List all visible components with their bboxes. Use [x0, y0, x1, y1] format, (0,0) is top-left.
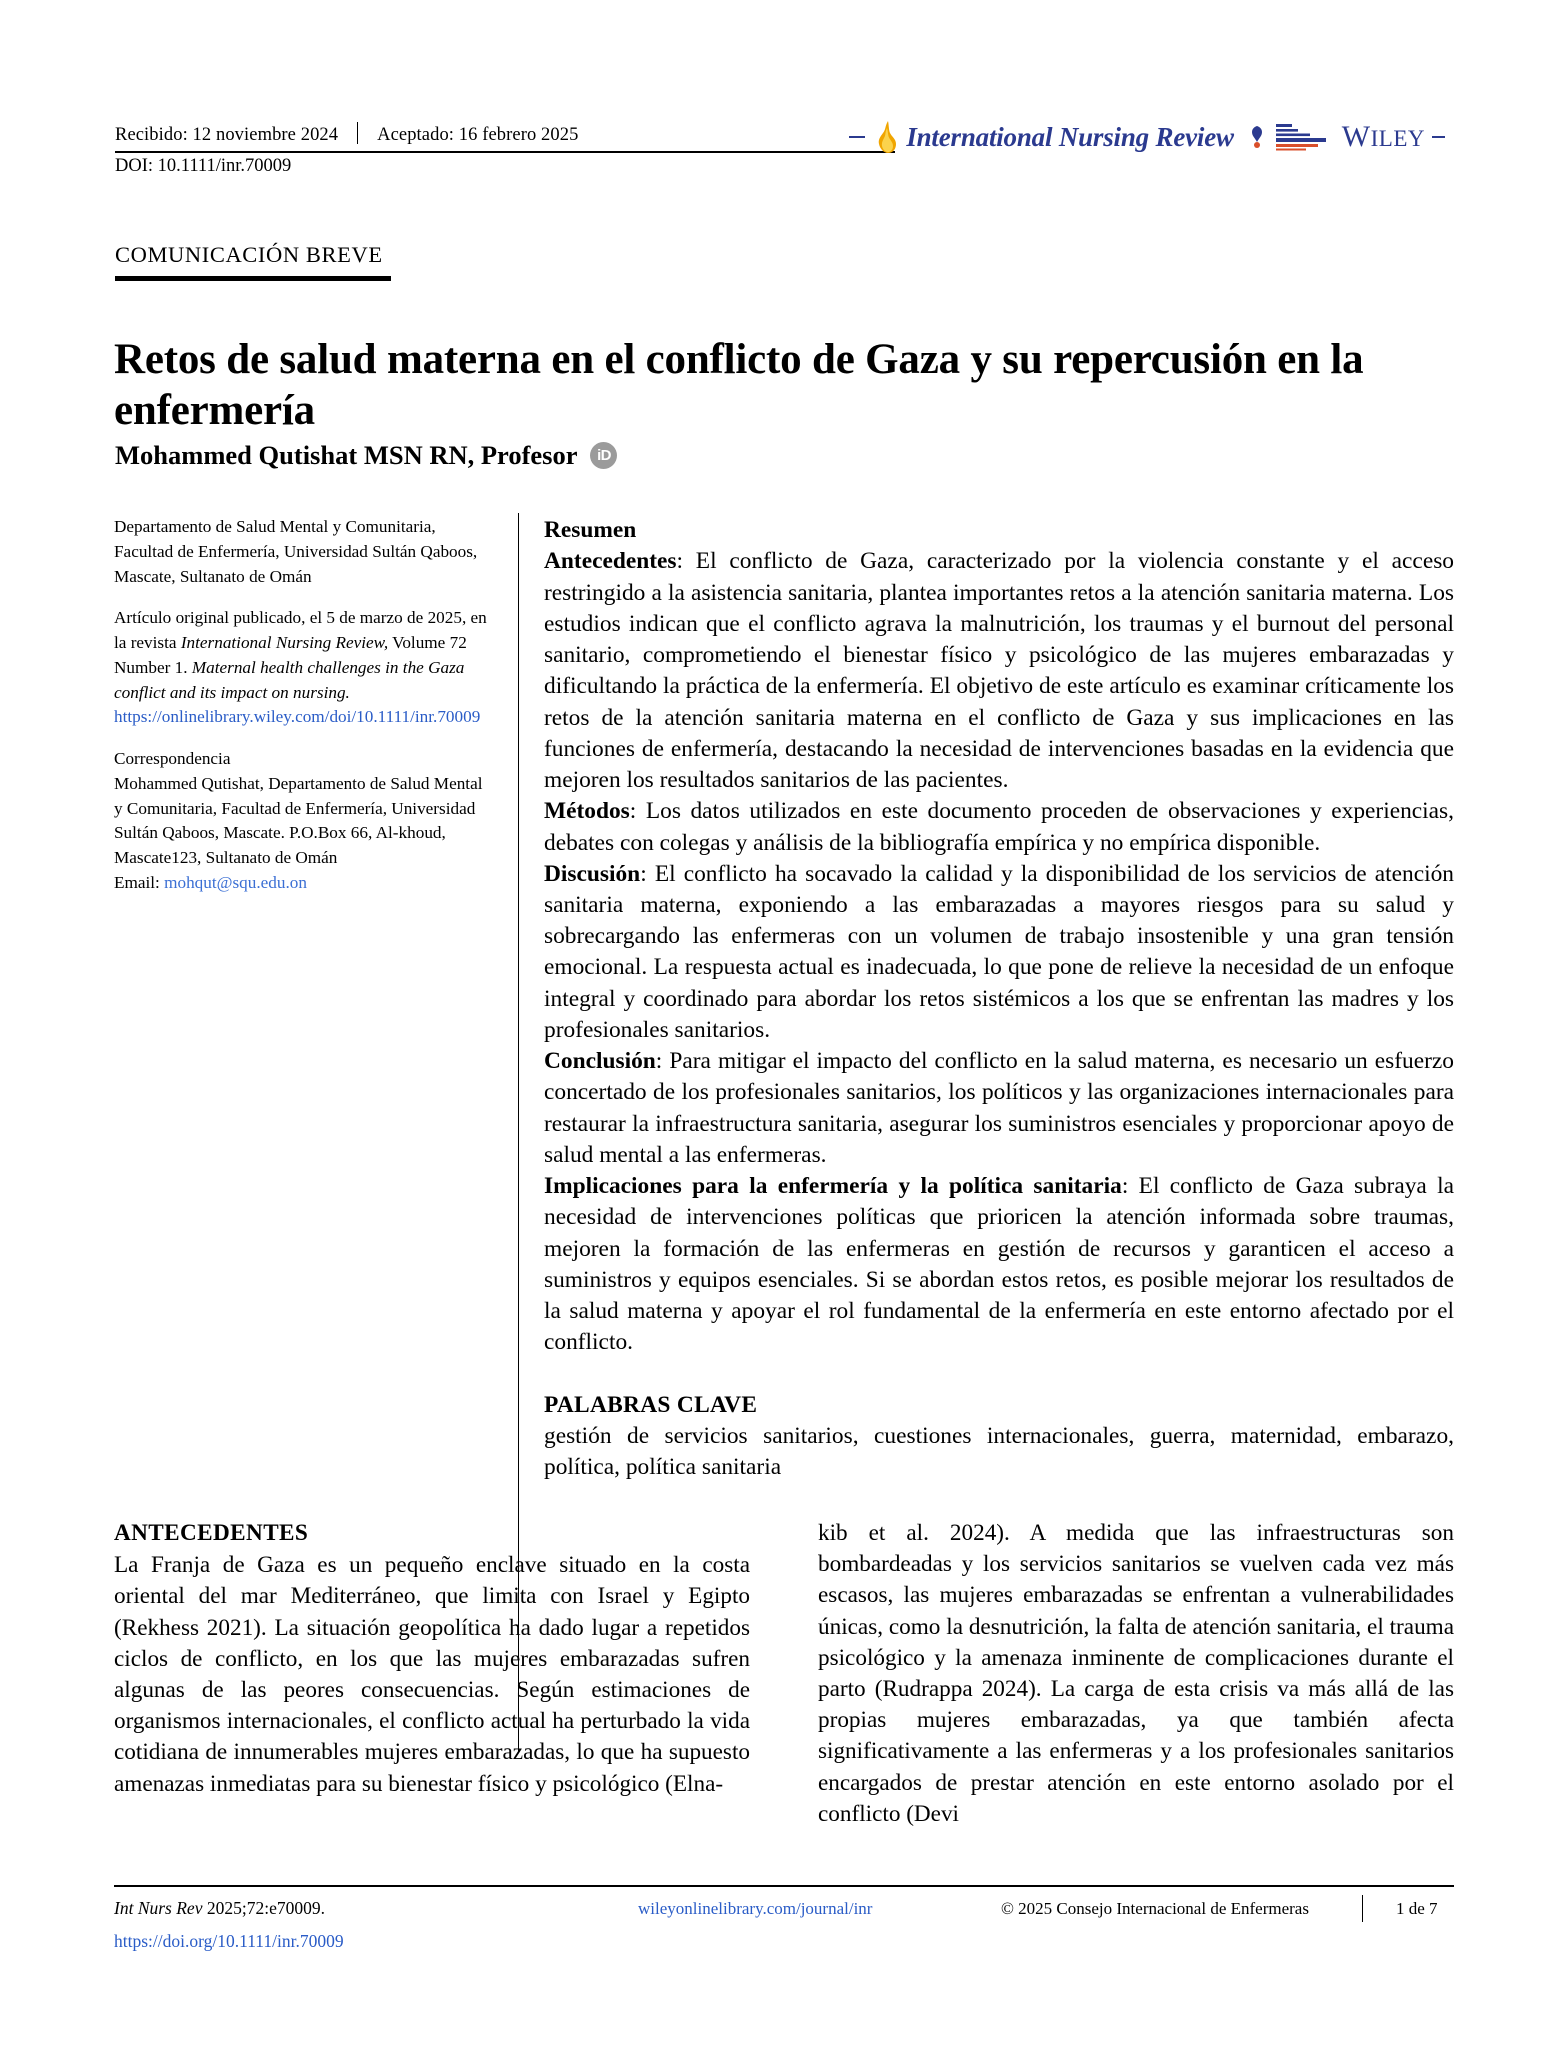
affiliation-text: Departamento de Salud Mental y Comunitaria, Facultad de Enfermería, Universidad Sultán Qaboos, Mascate, Sultanato de Omán [114, 517, 478, 586]
abstract-section-label: Discusión [544, 860, 641, 887]
page-title: Retos de salud materna en el conflicto de Gaza y su repercusión en la enfermería [114, 335, 1364, 434]
affiliation-sidebar [114, 515, 494, 913]
header-date-separator [357, 122, 358, 144]
footer-divider [1362, 1895, 1363, 1922]
icn-logo-icon [1246, 124, 1268, 150]
footer-copyright: © 2025 Consejo Internacional de Enfermeras [1001, 1899, 1309, 1918]
keywords-list: gestión de servicios sanitarios, cuestiones internacionales, guerra, maternidad, embarazo, política, política sanitaria [544, 1422, 1454, 1480]
keywords-heading: PALABRAS CLAVE [544, 1391, 758, 1418]
accepted-date: Aceptado: 16 febrero 2025 [377, 125, 579, 145]
publisher-wordmark: WILEY [1341, 120, 1425, 153]
logo-leading-dash [849, 136, 865, 139]
original-publication-note [114, 606, 494, 730]
footer-citation [114, 1898, 325, 1919]
original-journal: International Nursing Review, [180, 633, 389, 653]
icn-wordmark-icon [1274, 122, 1328, 152]
correspondence-block [114, 747, 494, 896]
footer-row [114, 1898, 1454, 1928]
footer-rule [114, 1885, 1454, 1887]
abstract-heading: Resumen [544, 517, 637, 543]
abstract-section [544, 859, 1454, 1046]
original-article-title: Maternal health challenges in the Gaza conflict and its impact on nursing. [114, 657, 465, 702]
header-rule [115, 151, 895, 153]
author-name: Mohammed Qutishat MSN RN, Profesor [115, 440, 578, 470]
article-type-rule [115, 276, 391, 281]
body-columns [114, 1518, 1454, 1830]
body-column-left [114, 1518, 750, 1830]
original-prefix: Artículo original publicado, el 5 de marzo de 2025, en la revista [114, 608, 487, 653]
journal-title: International Nursing Review [906, 121, 1234, 152]
abstract-section-text: : Para mitigar el impacto del conflicto en la salud materna, es necesario un esfuerzo concertado de los profesionales sanitarios, los políticos y las organizaciones internacionales para restaurar la infraestructura sanitaria, asegurar los suministros esenciales y proporcionar apoyo de salud mental a las enfermeras. [544, 1048, 1454, 1168]
abstract-section [544, 796, 1454, 858]
abstract-section [544, 1046, 1454, 1171]
section-heading-antecedentes: ANTECEDENTES [114, 1520, 309, 1546]
received-date: Recibido: 12 noviembre 2024 [115, 125, 339, 145]
footer-citation-issue: 2025;72:e70009. [202, 1898, 325, 1918]
body-paragraph-right: kib et al. 2024). A medida que las infraestructuras son bombardeadas y los servicios sanitarios se vuelven cada vez más escasos, las mujeres embarazadas se enfrentan a vulnerabilidades únicas, como la desnutrición, la falta de atención sanitaria, el trauma psicológico y la amenaza inminente de complicaciones durante el parto (Rudrappa 2024). La carga de esta crisis va más allá de las propias mujeres embarazadas, ya que también afecta significativamente a las enfermeras y a los profesionales sanitarios encargados de prestar atención en este entorno asolado por el conflicto (Devi [818, 1520, 1454, 1827]
page-footer [114, 1898, 1454, 1978]
logo-trailing-dash [1432, 136, 1445, 139]
original-volume: Volume 72 Number 1. [114, 633, 467, 677]
abstract-body [544, 515, 1454, 1483]
abstract-section-text: : El conflicto de Gaza, caracterizado por la violencia constante y el acceso restringido a la asistencia sanitaria, plantea importantes retos a la atención sanitaria materna. Los estudios indican que el conflicto agrava la malnutrición, los traumas y el burnout del personal sanitario, comprometiendo el bienestar físico y psicológico de las mujeres embarazadas y dificultando la práctica de la enfermería. El objetivo de este artículo es examinar críticamente los retos de la atención sanitaria materna en el conflicto de Gaza y sus implicaciones en las funciones de enfermería, destacando la necesidad de intervenciones basadas en la evidencia que mejoren los resultados sanitarios de las pacientes. [544, 548, 1454, 794]
author-byline [115, 440, 617, 471]
abstract-section-label: Antecedentes [544, 548, 677, 575]
abstract-section-label: Conclusión [544, 1048, 656, 1075]
abstract-section-text: : El conflicto de Gaza subraya la necesidad de intervenciones políticas que prioricen la atención informada sobre traumas, mejoren la formación de las enfermeras en gestión de recursos y garanticen el acceso a suministros y equipos esenciales. Si se abordan estos retos, es posible mejorar los resultados de la salud materna y apoyar el rol fundamental de la enfermería en este entorno afectado por el conflicto. [544, 1173, 1455, 1356]
body-paragraph-left: La Franja de Gaza es un pequeño enclave situado en la costa oriental del mar Mediterráneo, que limita con Israel y Egipto (Rekhess 2021). La situación geopolítica ha dado lugar a repetidos ciclos de conflicto, en los que las mujeres embarazadas sufren algunas de las peores consecuencias. Según estimaciones de organismos internacionales, el conflicto actual ha perturbado la vida cotidiana de innumerables mujeres embarazadas, lo que ha supuesto amenazas inmediatas para su bienestar físico y psicológico (Elna- [114, 1552, 750, 1797]
footer-doi-link[interactable]: https://doi.org/10.1111/inr.70009 [114, 1931, 344, 1951]
email-label: Email: [114, 872, 165, 892]
abstract-section-text: : Los datos utilizados en este documento proceden de observaciones y experiencias, debates con colegas y análisis de la bibliografía empírica y no empírica disponible. [544, 798, 1454, 856]
page-header [115, 118, 1445, 188]
abstract-section [544, 546, 1454, 796]
correspondence-heading: Correspondencia [114, 749, 231, 769]
footer-site-link[interactable]: wileyonlinelibrary.com/journal/inr [638, 1899, 873, 1918]
original-url-link[interactable]: https://onlinelibrary.wiley.com/doi/10.1111/inr.70009 [114, 707, 481, 727]
orcid-icon[interactable]: iD [590, 442, 617, 469]
doi-text: DOI: 10.1111/inr.70009 [115, 156, 292, 176]
abstract-section [544, 1171, 1454, 1358]
footer-citation-journal: Int Nurs Rev [114, 1898, 203, 1918]
correspondence-address: Mohammed Qutishat, Departamento de Salud Mental y Comunitaria, Facultad de Enfermería, Universidad Sultán Qaboos, Mascate. P.O.Box 66, Al-khoud, Mascate123, Sultanato de Omán [114, 773, 483, 868]
flame-icon [875, 120, 897, 154]
abstract-section-label: Métodos [544, 798, 630, 825]
abstract-section-text: : El conflicto ha socavado la calidad y la disponibilidad de los servicios de atención sanitaria materna, exponiendo a las embarazadas a mayores riesgos para su salud y sobrecargando las enfermeras con un volumen de trabajo insostenible y una gran tensión emocional. La respuesta actual es inadecuada, lo que pone de relieve la necesidad de un enfoque integral y coordinado para abordar los retos sistémicos a los que se enfrentan las madres y los profesionales sanitarios. [544, 860, 1454, 1043]
abstract-section-label: Implicaciones para la enfermería y la política sanitaria [544, 1173, 1122, 1200]
journal-logo-lockup[interactable] [849, 112, 1445, 162]
article-type-label: COMUNICACIÓN BREVE [115, 242, 383, 267]
email-link[interactable]: mohqut@squ.edu.on [164, 872, 307, 892]
body-column-right [818, 1518, 1454, 1830]
footer-page-number: 1 de 7 [1396, 1899, 1438, 1918]
